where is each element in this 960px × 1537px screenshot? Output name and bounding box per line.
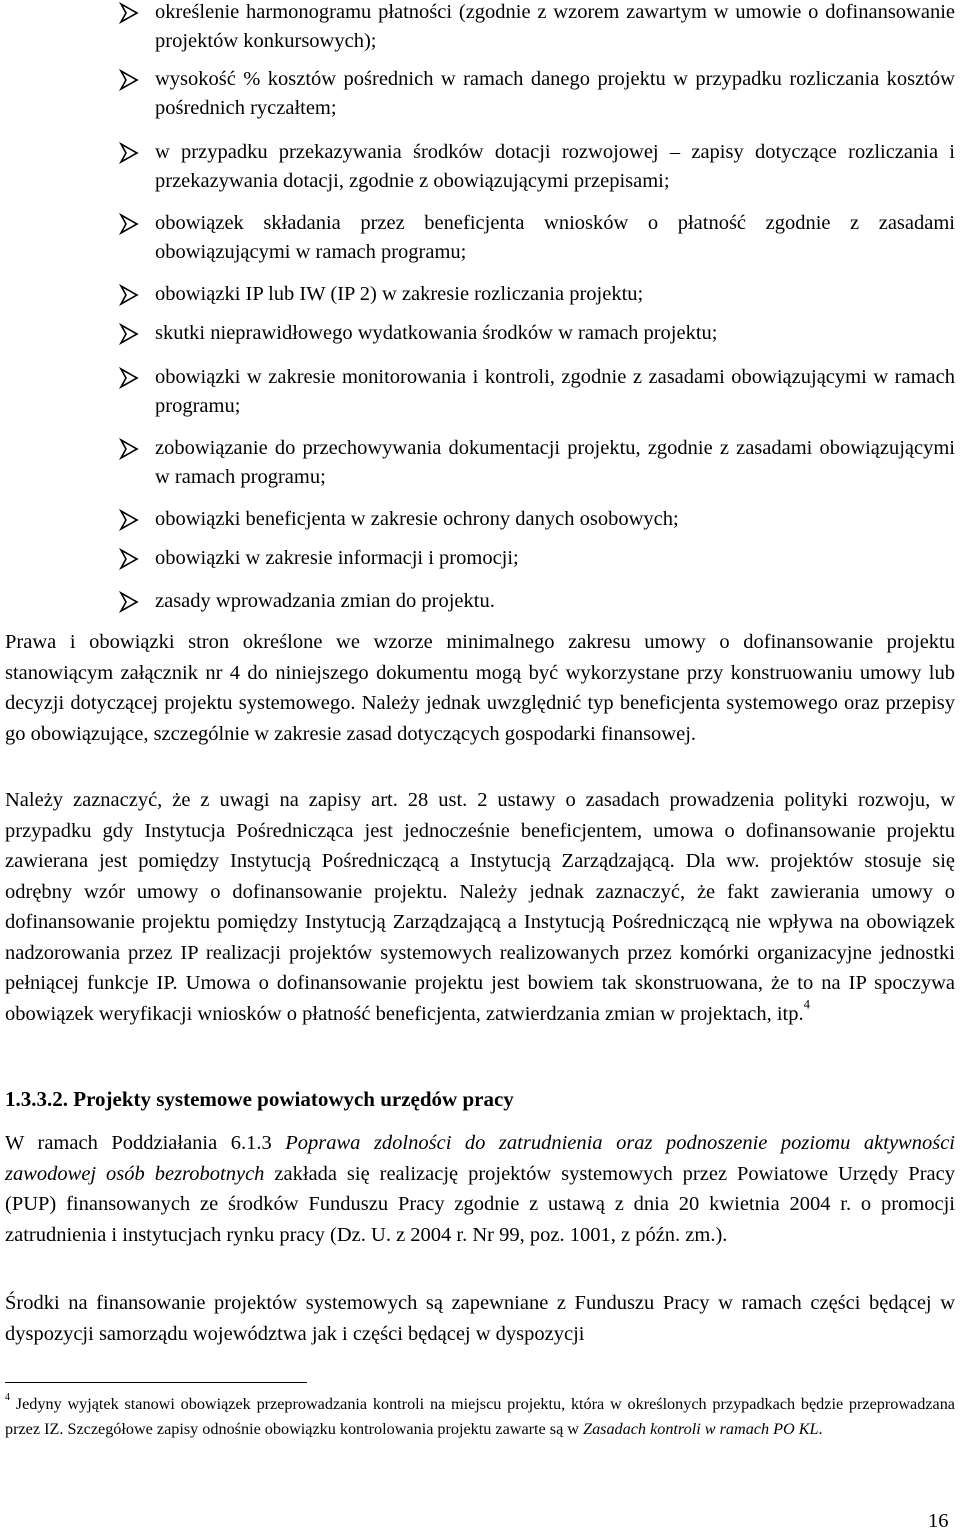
- bullet-text: w przypadku przekazywania środków dotacji rozwojowej – zapisy dotyczące rozliczania i przekazywania dotacji, zgodnie z obowiązującymi przepisami;: [155, 141, 955, 192]
- paragraph-text: Należy zaznaczyć, że z uwagi na zapisy art. 28 ust. 2 ustawy o zasadach prowadzenia polityki rozwoju, w przypadku gdy Instytucja Pośrednicząca jest jednocześnie beneficjentem, umowa o dofinansowanie projektu zawierana jest pomiędzy Instytucją Pośredniczącą a Instytucją Zarządzającą. Dla ww. projektów stosuje się odrębny wzór umowy o dofinansowanie projektu. Należy jednak zaznaczyć, że fakt zawierania umowy o dofinansowanie projektu pomiędzy Instytucją Zarządzającą a Instytucją Pośredniczącą nie wpływa na obowiązek nadzorowania przez IP realizacji projektów systemowych realizowanych przez komórki organizacyjne jednostki pełniącej funkcje IP. Umowa o dofinansowanie projektu jest bowiem tak skonstruowana, że to na IP spoczywa obowiązek weryfikacji wniosków o płatność beneficjenta, zatwierdzania zmian w projektach, itp.: [5, 789, 955, 1025]
- footnote-number: 4: [5, 1391, 11, 1403]
- bullet-text: określenie harmonogramu płatności (zgodnie z wzorem zawartym w umowie o dofinansowanie projektów konkursowych);: [155, 1, 955, 52]
- arrow-bullet-icon: [118, 284, 140, 306]
- paragraph: Prawa i obowiązki stron określone we wzorze minimalnego zakresu umowy o dofinansowanie projektu stanowiącym załącznik nr 4 do niniejszego dokumentu mogą być wykorzystane przy konstruowaniu umowy lub decyzji dotyczącej projektu systemowego. Należy jednak uwzględnić typ beneficjenta systemowego oraz przepisy go obowiązujące, szczególnie w zakresie zasad dotyczących gospodarki finansowej.: [5, 631, 955, 745]
- footnote-text: Jedyny wyjątek stanowi obowiązek przeprowadzania kontroli na miejscu projektu, która w określonych przypadkach będzie przeprowadzana przez IZ. Szczegółowe zapisy odnośnie obowiązku kontrolowania projektu zawarte są w: [5, 1395, 955, 1438]
- footnote-separator: [5, 1382, 307, 1383]
- arrow-bullet-icon: [118, 367, 140, 389]
- bullet-text: zasady wprowadzania zmian do projektu.: [155, 590, 495, 612]
- footnote-italic-text: Zasadach kontroli w ramach PO KL: [583, 1420, 819, 1438]
- bullet-text: obowiązek składania przez beneficjenta wniosków o płatność zgodnie z zasadami obowiązującymi w ramach programu;: [155, 212, 955, 263]
- paragraph-text: zakłada się realizację projektów systemowych przez Powiatowe Urzędy Pracy (PUP) finansowanych ze środków Funduszu Pracy zgodnie z ustawą z dnia 20 kwietnia 2004 r. o promocji zatrudnienia i instytucjach rynku pracy (Dz. U. z 2004 r. Nr 99, poz. 1001, z późn. zm.).: [5, 1162, 955, 1246]
- footnote-reference: 4: [803, 997, 810, 1012]
- paragraph-text: W ramach Poddziałania 6.1.3: [5, 1132, 286, 1154]
- arrow-bullet-icon: [118, 2, 140, 24]
- arrow-bullet-icon: [118, 548, 140, 570]
- bullet-text: obowiązki IP lub IW (IP 2) w zakresie rozliczania projektu;: [155, 283, 644, 305]
- footnote: [5, 1392, 955, 1442]
- page-number: 16: [928, 1510, 949, 1532]
- arrow-bullet-icon: [118, 509, 140, 531]
- bullet-text: obowiązki w zakresie monitorowania i kontroli, zgodnie z zasadami obowiązującymi w ramach programu;: [155, 366, 955, 417]
- bullet-text: obowiązki w zakresie informacji i promocji;: [155, 547, 519, 569]
- arrow-bullet-icon: [118, 591, 140, 613]
- arrow-bullet-icon: [118, 438, 140, 460]
- arrow-bullet-icon: [118, 213, 140, 235]
- paragraph: [5, 785, 955, 1029]
- bullet-text: obowiązki beneficjenta w zakresie ochrony danych osobowych;: [155, 508, 679, 530]
- paragraph-italic-text: Poprawa zdolności do zatrudnienia oraz podnoszenie poziomu aktywności zawodowej osób bezrobotnych: [5, 1132, 955, 1185]
- paragraph: Środki na finansowanie projektów systemowych są zapewniane z Funduszu Pracy w ramach części będącej w dyspozycji samorządu województwa jak i części będącej w dyspozycji: [5, 1292, 955, 1345]
- bullet-text: zobowiązanie do przechowywania dokumentacji projektu, zgodnie z zasadami obowiązującymi w ramach programu;: [155, 437, 955, 488]
- arrow-bullet-icon: [118, 142, 140, 164]
- paragraph: [5, 1128, 955, 1250]
- arrow-bullet-icon: [118, 323, 140, 345]
- bullet-text: wysokość % kosztów pośrednich w ramach danego projektu w przypadku rozliczania kosztów pośrednich ryczałtem;: [155, 68, 955, 119]
- bullet-text: skutki nieprawidłowego wydatkowania środków w ramach projektu;: [155, 322, 718, 344]
- arrow-bullet-icon: [118, 69, 140, 91]
- section-heading: 1.3.3.2. Projekty systemowe powiatowych urzędów pracy: [5, 1087, 514, 1111]
- footnote-text: .: [818, 1420, 823, 1438]
